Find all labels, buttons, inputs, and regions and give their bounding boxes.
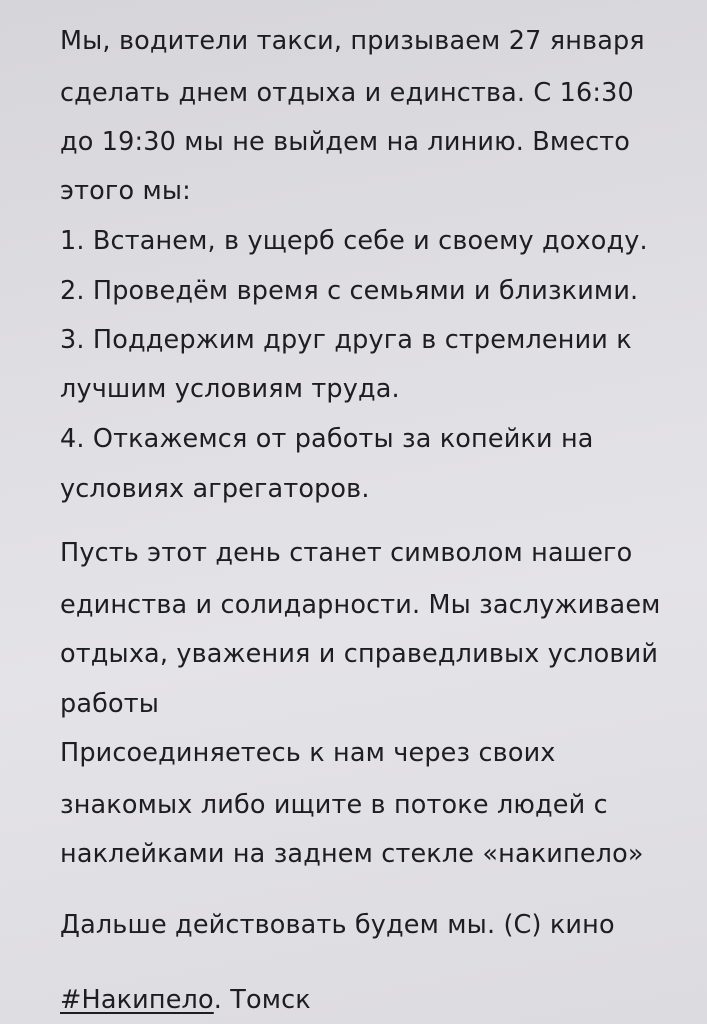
hashtag-link[interactable]: #Накипело <box>60 985 214 1015</box>
intro-line: Мы, водители такси, призываем 27 января <box>60 26 645 56</box>
appeal-line: работы <box>60 689 160 719</box>
list-item-2: 2. Проведём время с семьями и близкими. <box>60 276 639 306</box>
footer-line <box>60 985 311 1015</box>
closing-line: Дальше действовать будем мы. (С) кино <box>60 910 615 940</box>
intro-line: сделать днем отдыха и единства. С 16:30 <box>60 78 634 108</box>
appeal-line: Присоединяетесь к нам через своих <box>60 738 556 768</box>
appeal-line: Пусть этот день станет символом нашего <box>60 538 633 568</box>
footer-city: . Томск <box>213 985 311 1015</box>
intro-line: этого мы: <box>60 176 191 206</box>
list-item-4: 4. Откажемся от работы за копейки на <box>60 424 594 454</box>
list-item-4-continued: условиях агрегаторов. <box>60 474 370 504</box>
intro-line: до 19:30 мы не выйдем на линию. Вместо <box>60 127 631 157</box>
appeal-line: отдыха, уважения и справедливых условий <box>60 639 659 669</box>
appeal-line: знакомых либо ищите в потоке людей с <box>60 790 608 820</box>
list-item-3: 3. Поддержим друг друга в стремлении к <box>60 325 632 355</box>
list-item-3-continued: лучшим условиям труда. <box>60 374 400 404</box>
appeal-line: наклейками на заднем стекле «накипело» <box>60 839 644 869</box>
appeal-line: единства и солидарности. Мы заслуживаем <box>60 590 661 620</box>
list-item-1: 1. Встанем, в ущерб себе и своему доходу. <box>60 226 648 256</box>
